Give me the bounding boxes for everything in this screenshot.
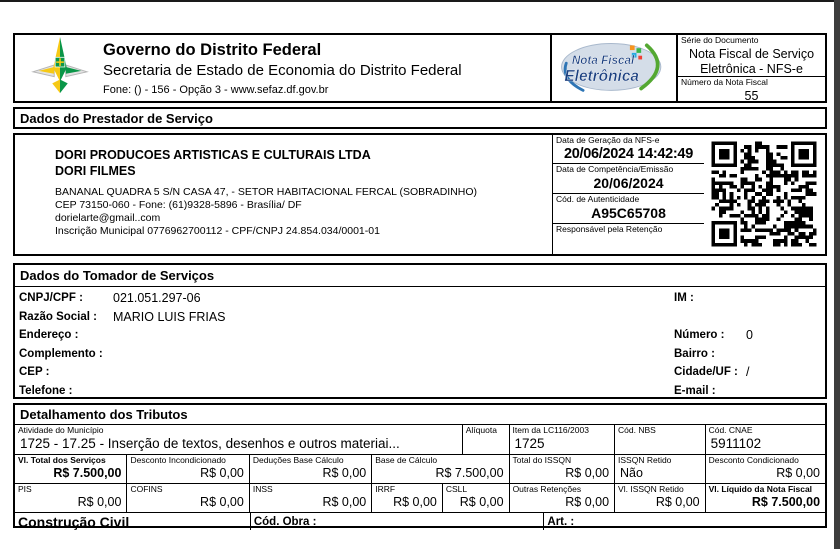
header-government-cell bbox=[15, 35, 550, 101]
outras-retencoes-value: R$ 0,00 bbox=[565, 494, 610, 509]
field-label: Complemento : bbox=[19, 347, 103, 360]
cofins-value: R$ 0,00 bbox=[200, 494, 244, 509]
cell-label: Item da LC116/2003 bbox=[512, 425, 589, 435]
taxes-row-construction bbox=[15, 512, 825, 530]
cell-label: COFINS bbox=[130, 484, 163, 494]
competence-date-value: 20/06/2024 bbox=[593, 174, 664, 191]
authenticity-code-value: A95C65708 bbox=[591, 204, 666, 221]
field-label: E-mail : bbox=[674, 384, 716, 397]
liquido-nota-fiscal-value: R$ 7.500,00 bbox=[751, 494, 821, 509]
cell-label: Deduções Base Cálculo bbox=[252, 455, 344, 465]
authenticity-code-label: Cód. de Autenticidade bbox=[556, 194, 640, 204]
provider-trade-name: DORI FILMES bbox=[55, 164, 136, 179]
field-label: Razão Social : bbox=[19, 310, 97, 323]
cell-label: ISSQN Retido bbox=[618, 455, 672, 465]
header-series-cell bbox=[676, 35, 825, 101]
provider-section-body bbox=[13, 133, 827, 256]
qr-code bbox=[708, 138, 820, 250]
total-servicos-value: R$ 7.500,00 bbox=[53, 465, 122, 480]
item-lc116-value: 1725 bbox=[514, 435, 545, 451]
nfe-logo-text-line2: Eletrônica bbox=[564, 67, 640, 85]
series-label: Série do Documento bbox=[681, 35, 759, 45]
org-name: Governo do Distrito Federal bbox=[103, 41, 322, 60]
nota-fiscal-eletronica-logo-icon bbox=[555, 36, 673, 101]
csll-value: R$ 0,00 bbox=[459, 494, 504, 509]
customer-section-title: Dados do Tomador de Serviços bbox=[15, 265, 825, 287]
series-value-line2: Eletrônica - NFS-e bbox=[700, 62, 803, 77]
cell-label: INSS bbox=[252, 484, 273, 494]
generation-date-label: Data de Geração da NFS-e bbox=[556, 135, 660, 145]
cell-label: PIS bbox=[18, 484, 32, 494]
field-label: CEP : bbox=[19, 366, 50, 379]
issqn-retido-valor-value: R$ 0,00 bbox=[655, 494, 700, 509]
numero-value: 0 bbox=[746, 328, 753, 343]
cell-label: Alíquota bbox=[465, 425, 497, 435]
cell-label: Cód. CNAE bbox=[708, 425, 753, 435]
customer-row-endereco bbox=[15, 326, 825, 345]
field-label: Número : bbox=[674, 329, 725, 342]
inss-value: R$ 0,00 bbox=[322, 494, 367, 509]
irrf-value: R$ 0,00 bbox=[393, 494, 437, 509]
org-department: Secretaria de Estado de Economia do Distrito Federal bbox=[103, 62, 462, 80]
nfe-logo-text-line1: Nota Fiscal bbox=[571, 53, 635, 67]
cell-label: Outras Retenções bbox=[512, 484, 582, 494]
desconto-condicionado-value: R$ 0,00 bbox=[776, 465, 820, 480]
invoice-number-value: 55 bbox=[744, 88, 759, 103]
cell-label: Desconto Incondicionado bbox=[130, 455, 226, 465]
page-right-edge bbox=[834, 0, 840, 549]
cell-label: Atividade do Município bbox=[18, 425, 104, 435]
deducoes-base-calculo-value: R$ 0,00 bbox=[322, 465, 367, 480]
desconto-incondicionado-value: R$ 0,00 bbox=[200, 465, 244, 480]
document-header bbox=[13, 33, 827, 103]
cell-label: Desconto Condicionado bbox=[708, 455, 799, 465]
gdf-logo-icon bbox=[31, 35, 89, 102]
provider-email: dorielarte@gmail..com bbox=[55, 211, 161, 224]
series-value-line1: Nota Fiscal de Serviço bbox=[688, 46, 815, 61]
cell-label: CSLL bbox=[445, 484, 468, 494]
customer-row-telefone bbox=[15, 382, 825, 401]
cell-label: Cód. NBS bbox=[618, 425, 656, 435]
art-label: Art. : bbox=[547, 515, 575, 528]
construcao-civil-label: Construção Civil bbox=[15, 513, 251, 530]
cell-label: Vl. Líquido da Nota Fiscal bbox=[708, 484, 813, 494]
customer-row-cnpj bbox=[15, 289, 825, 308]
nfe-logo-cell bbox=[550, 35, 676, 101]
provider-section-title: Dados do Prestador de Serviço bbox=[13, 107, 827, 129]
field-label: Bairro : bbox=[674, 347, 715, 360]
provider-address-line2: CEP 73150-060 - Fone: (61)9328-5896 - Brasília/ DF bbox=[55, 198, 302, 211]
cell-label: Vl. ISSQN Retido bbox=[618, 484, 684, 494]
customer-row-complemento bbox=[15, 345, 825, 364]
competence-date-label: Data de Competência/Emissão bbox=[556, 164, 674, 174]
taxes-section bbox=[13, 403, 827, 528]
taxes-row-activity bbox=[15, 425, 825, 454]
field-label: CNPJ/CPF : bbox=[19, 292, 83, 305]
provider-company-name: DORI PRODUCOES ARTISTICAS E CULTURAIS LTDA bbox=[55, 148, 371, 162]
total-issqn-value: R$ 0,00 bbox=[565, 465, 610, 480]
field-label: IM : bbox=[674, 292, 694, 305]
cod-cnae-value: 5911102 bbox=[710, 435, 762, 451]
retention-responsible-label: Responsável pela Retenção bbox=[556, 224, 663, 234]
cnpj-cpf-value: 021.051.297-06 bbox=[113, 291, 201, 306]
generation-date-value: 20/06/2024 14:42:49 bbox=[564, 145, 693, 162]
field-label: Endereço : bbox=[19, 329, 79, 342]
field-label: Telefone : bbox=[19, 384, 73, 397]
provider-dates-column bbox=[552, 135, 704, 254]
taxes-row-values bbox=[15, 454, 825, 483]
page-top-edge bbox=[0, 0, 836, 2]
base-calculo-value: R$ 7.500,00 bbox=[435, 465, 504, 480]
razao-social-value: MARIO LUIS FRIAS bbox=[113, 309, 226, 324]
cell-label: Base de Cálculo bbox=[375, 455, 438, 465]
cod-obra-label: Cód. Obra : bbox=[251, 513, 545, 530]
cidade-uf-value: / bbox=[746, 365, 750, 380]
pis-value: R$ 0,00 bbox=[77, 494, 122, 509]
field-label: Cidade/UF : bbox=[674, 366, 738, 379]
cell-label: IRRF bbox=[375, 484, 396, 494]
cell-label: Vl. Total dos Serviços bbox=[18, 455, 106, 465]
org-phone: Fone: () - 156 - Opção 3 - www.sefaz.df.gov.br bbox=[103, 83, 329, 96]
taxes-section-title: Detalhamento dos Tributos bbox=[15, 405, 825, 425]
customer-row-cep bbox=[15, 363, 825, 382]
issqn-retido-value: Não bbox=[620, 465, 643, 480]
invoice-number-label: Número da Nota Fiscal bbox=[681, 77, 768, 87]
customer-section bbox=[13, 263, 827, 399]
provider-address-line1: BANANAL QUADRA 5 S/N CASA 47, - SETOR HABITACIONAL FERCAL (SOBRADINHO) bbox=[55, 185, 478, 198]
customer-row-razao-social bbox=[15, 308, 825, 327]
taxes-row-retentions bbox=[15, 483, 825, 512]
cell-label: Total do ISSQN bbox=[512, 455, 572, 465]
provider-registration: Inscrição Municipal 0776962700112 - CPF/CNPJ 24.854.034/0001-01 bbox=[55, 224, 380, 237]
atividade-value: 1725 - 17.25 - Inserção de textos, desenhos e outros materiai... bbox=[20, 435, 400, 451]
